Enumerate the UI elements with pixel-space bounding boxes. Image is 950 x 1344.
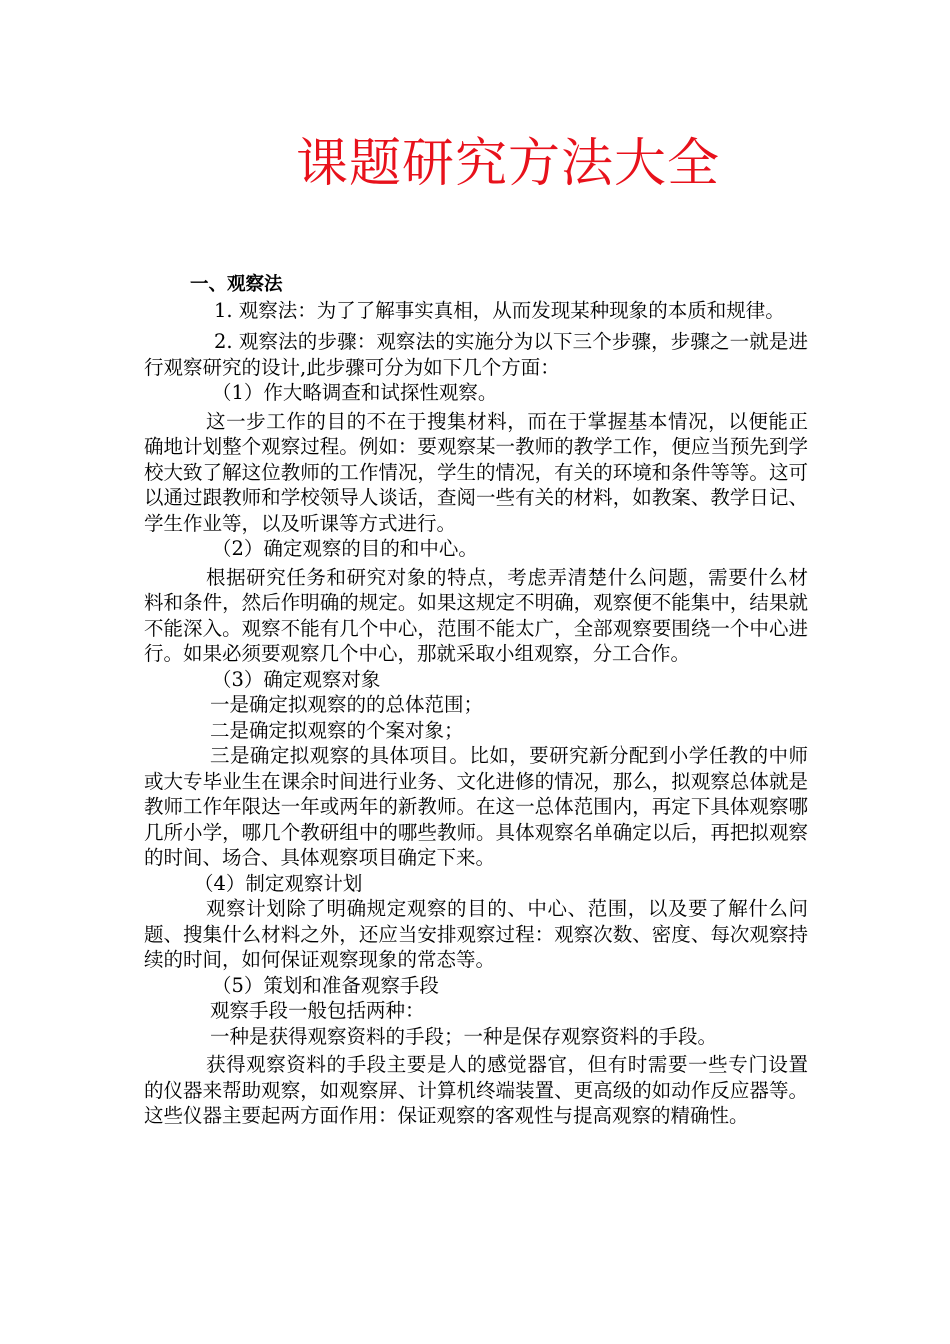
paragraph: 观察计划除了明确规定观察的目的、中心、范围，以及要了解什么问题、搜集什么材料之外，还应当安排观察过程：观察次数、密度、每次观察持续的时间，如何保证观察现象的常态等。 — [144, 897, 808, 971]
paragraph: 二是确定拟观察的个案对象； — [210, 718, 464, 742]
paragraph: 三是确定拟观察的具体项目。比如，要研究新分配到小学任教的中师或大专毕业生在课余时间进行业务、文化进修的情况，那么，拟观察总体就是教师工作年限达一年或两年的新教师。在这一总体范围内，再定下具体观察哪几所小学，哪几个教研组中的哪些教师。具体观察名单确定以后，再把拟观察的时间、场合、具体观察项目确定下来。 — [144, 744, 808, 869]
paragraph: 获得观察资料的手段主要是人的感觉器官，但有时需要一些专门设置的仪器来帮助观察，如观察屏、计算机终端装置、更高级的如动作反应器等。这些仪器主要起两方面作用：保证观察的客观性与提高观察的精确性。 — [144, 1053, 808, 1127]
paragraph: （2）确定观察的目的和中心。 — [212, 537, 478, 560]
paragraph: 根据研究任务和研究对象的特点，考虑弄清楚什么问题，需要什么材料和条件，然后作明确的规定。如果这规定不明确，观察便不能集中，结果就不能深入。观察不能有几个中心，范围不能太广，全部观察要围绕一个中心进行。如果必须要观察几个中心，那就采取小组观察，分工合作。 — [144, 565, 808, 665]
document-title: 课题研究方法大全 — [295, 134, 720, 194]
paragraph: 2. 观察法的步骤：观察法的实施分为以下三个步骤，步骤之一就是进行观察研究的设计,此步骤可分为如下几个方面： — [144, 330, 808, 379]
section-heading: 一、观察法 — [190, 274, 283, 295]
paragraph: （1）作大略调查和试探性观察。 — [212, 381, 498, 404]
paragraph: （3）确定观察对象 — [212, 667, 381, 691]
paragraph: （5）策划和准备观察手段 — [212, 973, 439, 997]
document-body — [144, 272, 808, 1129]
paragraph: 这一步工作的目的不在于搜集材料，而在于掌握基本情况，以便能正确地计划整个观察过程。例如：要观察某一教师的教学工作，便应当预先到学校大致了解这位教师的工作情况，学生的情况，有关的环境和条件等等。这可以通过跟教师和学校领导人谈话，查阅一些有关的材料，如教案、教学日记、学生作业等，以及听课等方式进行。 — [144, 409, 808, 535]
paragraph: （4）制定观察计划 — [194, 871, 363, 895]
paragraph: 1. 观察法：为了了解事实真相，从而发现某种现象的本质和规律。 — [214, 298, 785, 322]
paragraph: 观察手段一般包括两种： — [210, 999, 425, 1022]
paragraph: 一是确定拟观察的的总体范围； — [210, 693, 484, 716]
paragraph: 一种是获得观察资料的手段；一种是保存观察资料的手段。 — [210, 1024, 718, 1048]
